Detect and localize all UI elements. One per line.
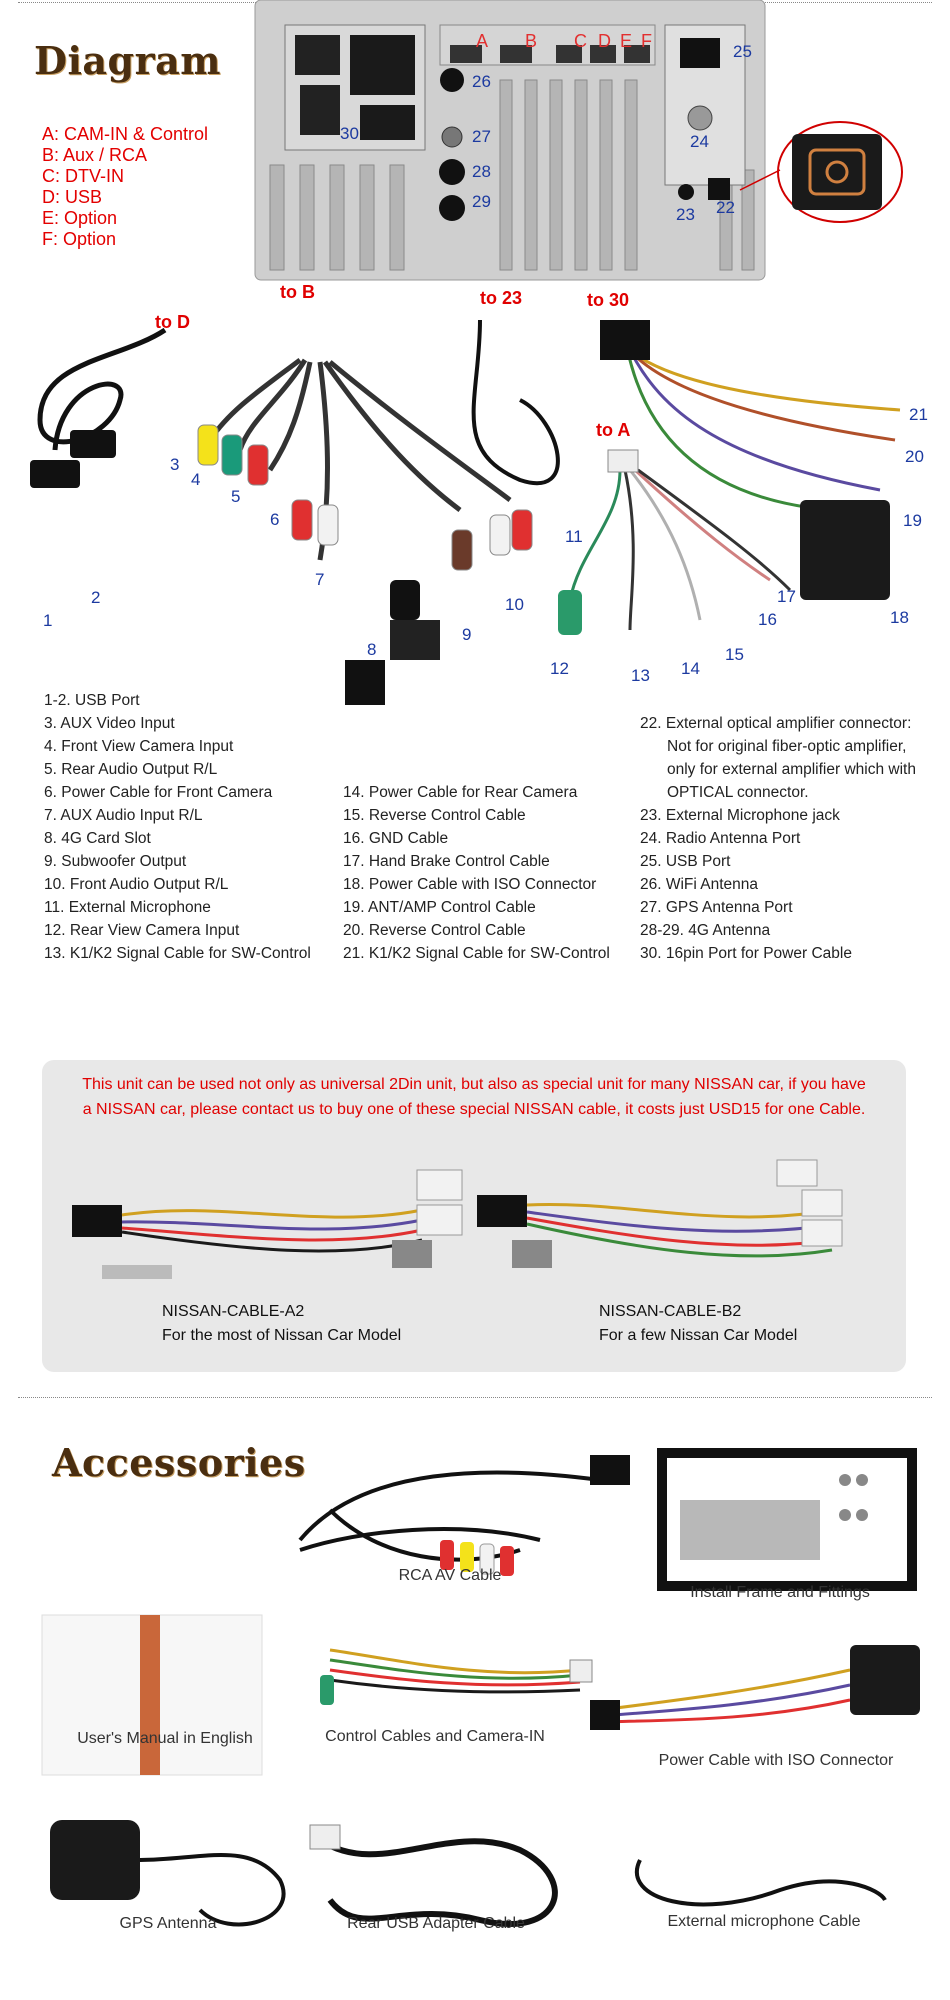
section-divider (18, 1397, 932, 1398)
description-item: 14. Power Cable for Rear Camera (343, 784, 578, 801)
accessory-caption: Control Cables and Camera-IN (325, 1728, 545, 1745)
description-item-continued: Not for original fiber-optic amplifier, (667, 738, 907, 755)
description-item: 7. AUX Audio Input R/L (44, 807, 203, 824)
accessories-illustrations (0, 1420, 950, 1980)
description-item: 16. GND Cable (343, 830, 449, 847)
port-letter: B (525, 31, 538, 51)
callout-number: 19 (903, 511, 922, 530)
description-column-2 (343, 781, 610, 965)
callout-number: 25 (733, 42, 752, 61)
description-item-continued: only for external amplifier which with (667, 761, 916, 778)
description-item: 11. External Microphone (44, 899, 211, 916)
description-item: 13. K1/K2 Signal Cable for SW-Control (44, 945, 311, 962)
callout-number: 29 (472, 192, 491, 211)
callout-number: 26 (472, 72, 491, 91)
connector-label: to 30 (587, 290, 630, 310)
accessory-caption: External microphone Cable (667, 1913, 861, 1930)
nissan-cable-b2 (599, 1300, 797, 1348)
callout-number: 22 (716, 198, 735, 217)
accessories-title: Accessories (52, 1440, 306, 1485)
diagram-title: Diagram (34, 38, 221, 83)
callout-number: 6 (270, 510, 280, 529)
accessory-caption: RCA AV Cable (398, 1567, 502, 1584)
port-letter: F (641, 31, 652, 51)
callout-number: 15 (725, 645, 744, 664)
connector-label: to 23 (480, 288, 523, 308)
callout-number: 8 (367, 640, 377, 659)
cable-name: NISSAN-CABLE-B2 (599, 1303, 742, 1320)
port-letter: C (574, 31, 587, 51)
callout-number: 9 (462, 625, 472, 644)
description-item: 23. External Microphone jack (640, 807, 840, 824)
description-item: 8. 4G Card Slot (44, 830, 151, 847)
callout-number: 23 (676, 205, 695, 224)
callout-number: 28 (472, 162, 491, 181)
callout-number: 11 (565, 527, 583, 546)
callout-number: 21 (909, 405, 928, 424)
accessory-caption: GPS Antenna (119, 1915, 217, 1932)
legend-item: F: Option (42, 229, 117, 249)
notice-line: a NISSAN car, please contact us to buy one of these special NISSAN cable, it costs just USD15 for one Cable. (82, 1101, 866, 1118)
accessory-caption: User's Manual in English (77, 1730, 253, 1747)
callout-number: 10 (505, 595, 524, 614)
description-item: 10. Front Audio Output R/L (44, 876, 229, 893)
description-item: 5. Rear Audio Output R/L (44, 761, 218, 778)
callout-number: 4 (191, 470, 201, 489)
description-item: 20. Reverse Control Cable (343, 922, 526, 939)
connector-label: to A (596, 420, 631, 440)
description-item-continued: OPTICAL connector. (667, 784, 809, 801)
legend-item: D: USB (42, 187, 103, 207)
callout-number: 27 (472, 127, 491, 146)
description-item: 15. Reverse Control Cable (343, 807, 526, 824)
description-column-1 (44, 689, 311, 965)
description-item: 17. Hand Brake Control Cable (343, 853, 550, 870)
accessory-caption: Power Cable with ISO Connector (658, 1752, 894, 1769)
description-item: 27. GPS Antenna Port (640, 899, 793, 916)
head-unit-rear-panel (0, 0, 950, 300)
description-item: 4. Front View Camera Input (44, 738, 234, 755)
legend-item: E: Option (42, 208, 118, 228)
callout-number: 5 (231, 487, 241, 506)
accessory-caption: Install Frame and Fittings (690, 1584, 870, 1601)
cable-harness-illustration (0, 300, 950, 720)
description-item: 21. K1/K2 Signal Cable for SW-Control (343, 945, 610, 962)
description-item: 30. 16pin Port for Power Cable (640, 945, 852, 962)
connector-label: to B (280, 282, 315, 302)
cable-description: For a few Nissan Car Model (599, 1327, 798, 1344)
callout-number: 24 (690, 132, 709, 151)
description-item: 3. AUX Video Input (44, 715, 175, 732)
legend-item: C: DTV-IN (42, 166, 125, 186)
callout-number: 20 (905, 447, 924, 466)
notice-line: This unit can be used not only as universal 2Din unit, but also as special unit for many NISSAN car, if you have (82, 1076, 866, 1093)
description-item: 28-29. 4G Antenna (640, 922, 771, 939)
description-item: 24. Radio Antenna Port (640, 830, 801, 847)
description-item: 22. External optical amplifier connector: (640, 715, 912, 732)
description-item: 26. WiFi Antenna (640, 876, 759, 893)
nissan-cable-a2 (162, 1300, 401, 1348)
legend-item: A: CAM-IN & Control (42, 124, 209, 144)
description-item: 25. USB Port (640, 853, 731, 870)
port-letter: D (598, 31, 611, 51)
accessory-caption: Rear USB Adapter Cable (347, 1915, 525, 1932)
callout-number: 7 (315, 570, 325, 589)
cable-description: For the most of Nissan Car Model (162, 1327, 402, 1344)
callout-number: 18 (890, 608, 909, 627)
callout-number: 3 (170, 455, 180, 474)
description-column-3 (640, 712, 916, 965)
port-letter: E (620, 31, 633, 51)
notice-text (62, 1072, 886, 1122)
description-item: 12. Rear View Camera Input (44, 922, 240, 939)
callout-number: 2 (91, 588, 101, 607)
description-item: 19. ANT/AMP Control Cable (343, 899, 536, 916)
cable-name: NISSAN-CABLE-A2 (162, 1303, 305, 1320)
nissan-cables-illustration (42, 1140, 906, 1310)
description-item: 6. Power Cable for Front Camera (44, 784, 273, 801)
callout-number: 12 (550, 659, 569, 678)
nissan-cable-notice (42, 1060, 906, 1372)
description-item: 9. Subwoofer Output (44, 853, 187, 870)
callout-number: 1 (43, 611, 53, 630)
description-item: 18. Power Cable with ISO Connector (343, 876, 597, 893)
legend-item: B: Aux / RCA (42, 145, 148, 165)
callout-number: 30 (340, 124, 359, 143)
connector-label: to D (155, 312, 190, 332)
port-letter: A (476, 31, 489, 51)
callout-number: 16 (758, 610, 777, 629)
callout-number: 13 (631, 666, 650, 685)
callout-number: 17 (777, 587, 796, 606)
description-item: 1-2. USB Port (44, 692, 140, 709)
callout-number: 14 (681, 659, 700, 678)
